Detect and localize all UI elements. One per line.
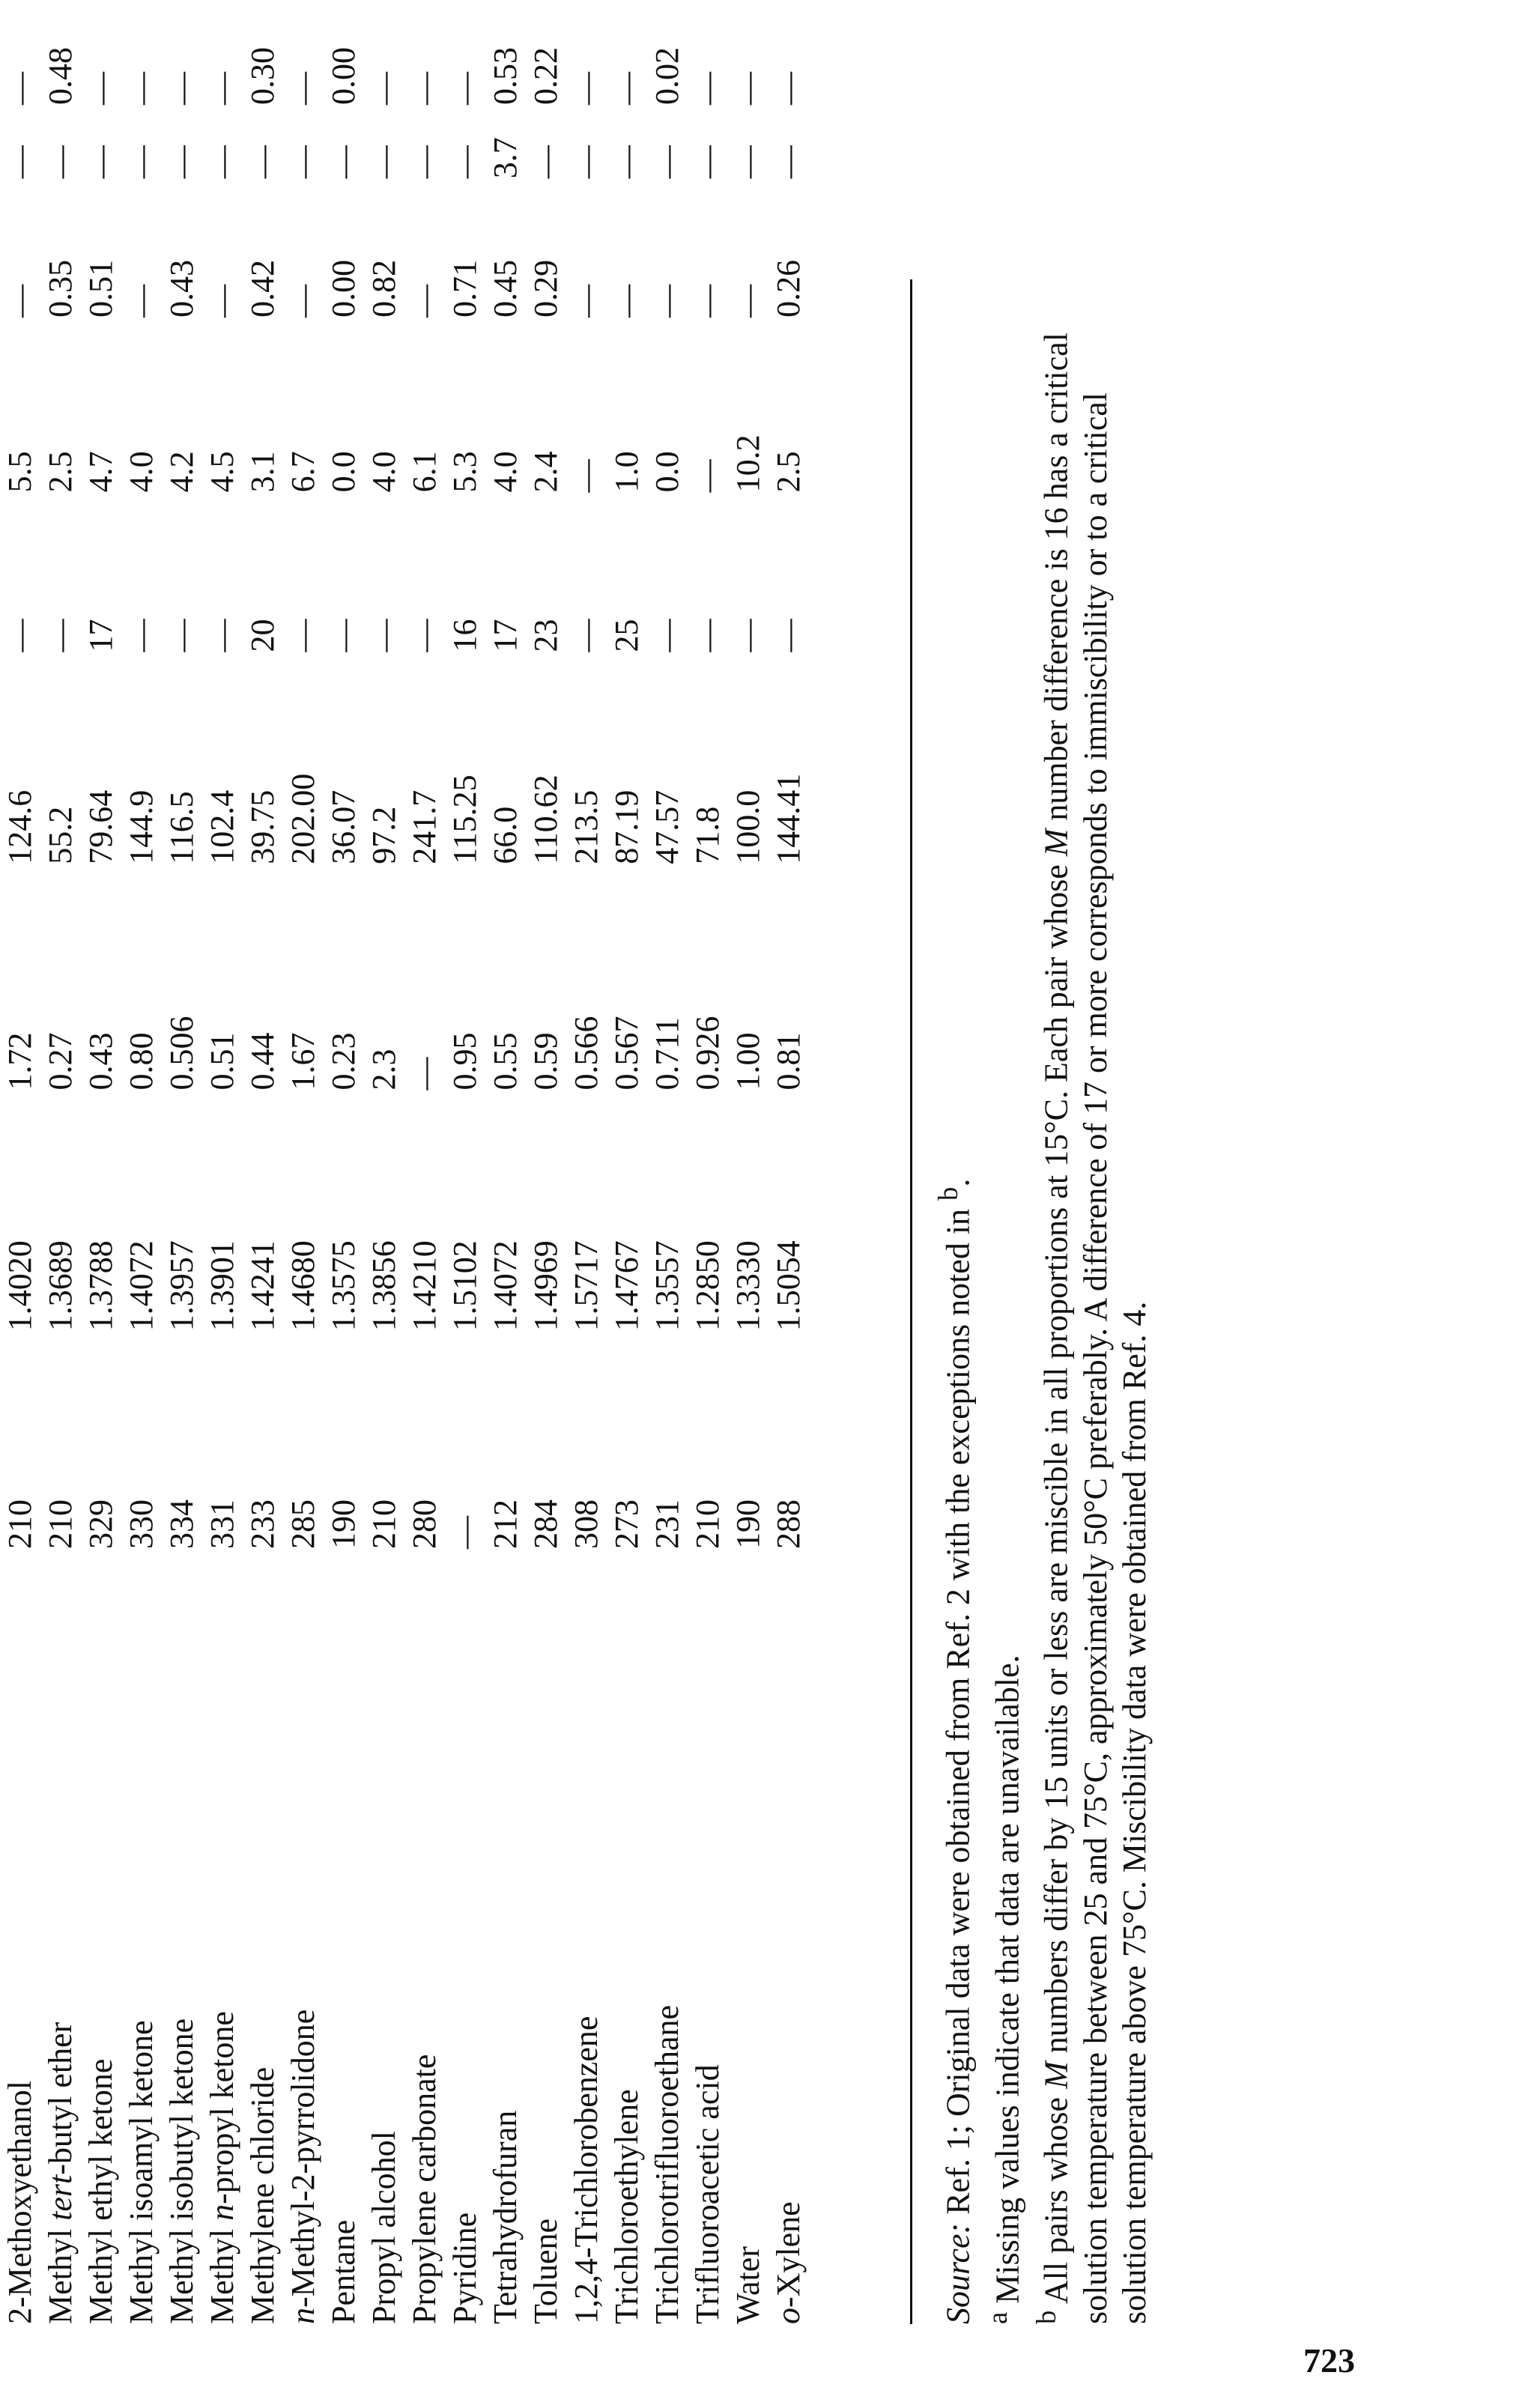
- table-cell: 100.0: [730, 789, 766, 864]
- table-cell: —: [285, 284, 321, 318]
- table-cell: —: [649, 619, 685, 652]
- source-sup: b: [933, 1186, 963, 1201]
- footnote-b-mark: b: [1031, 2310, 1062, 2324]
- table-cell: —: [568, 459, 604, 493]
- table-cell: —: [325, 145, 362, 179]
- table-cell: —: [1, 619, 38, 652]
- table-cell: 0.22: [527, 47, 564, 105]
- table-cell: 1.4020: [1, 1240, 38, 1332]
- table-cell: 17: [82, 619, 119, 652]
- table-cell: 97.2: [366, 806, 402, 864]
- table-cell: 110.62: [527, 774, 564, 864]
- table-cell: —: [123, 145, 160, 179]
- table-cell: —: [163, 72, 200, 105]
- table-cell: 0.35: [42, 259, 79, 318]
- table-footnotes: [929, 279, 1154, 2324]
- table-cell: —: [608, 145, 645, 179]
- table-cell: 25: [608, 619, 645, 652]
- table-row: [566, 47, 607, 2324]
- table-cell: 1.4210: [406, 1240, 443, 1332]
- table-cell: 288: [770, 1499, 807, 1549]
- solvent-name-suffix: Methyl isoamyl ketone: [123, 2020, 160, 2324]
- table-cell: 210: [689, 1499, 726, 1549]
- table-body: [0, 47, 809, 2324]
- table-cell: 1.4072: [487, 1240, 524, 1332]
- table-cell: —: [689, 284, 726, 318]
- table-cell: 102.4: [204, 789, 240, 864]
- table-cell: —: [730, 619, 766, 652]
- table-cell: —: [568, 619, 604, 652]
- table-cell: 1.3957: [163, 1240, 200, 1332]
- table-cell: —: [568, 72, 604, 105]
- table-cell: —: [608, 284, 645, 318]
- table-cell: 16: [446, 619, 483, 652]
- solvent-name-suffix: Methylene chloride: [244, 2066, 281, 2324]
- table-row: [81, 47, 121, 2324]
- solvent-name-cell: [243, 1549, 283, 2324]
- table-cell: 0.27: [42, 1032, 79, 1091]
- table-cell: —: [366, 72, 402, 105]
- solvent-name-cell: [283, 1549, 324, 2324]
- table-cell: 20: [244, 619, 281, 652]
- table-cell: 4.0: [487, 451, 524, 493]
- page-number: 723: [1303, 2341, 1355, 2380]
- table-row: [728, 47, 768, 2324]
- table-cell: 0.44: [244, 1032, 281, 1091]
- table-cell: —: [406, 1057, 443, 1091]
- table-cell: —: [446, 72, 483, 105]
- table-cell: 280: [406, 1499, 443, 1549]
- solvent-name-suffix: Toluene: [527, 2218, 564, 2324]
- table-cell: 212: [487, 1499, 524, 1549]
- solvent-name-cell: [485, 1549, 526, 2324]
- table-cell: 2.3: [366, 1049, 402, 1091]
- table-cell: 4.2: [163, 451, 200, 493]
- solvent-name-suffix: Propyl alcohol: [366, 2131, 402, 2324]
- table-cell: 0.926: [689, 1016, 726, 1091]
- table-cell: 334: [163, 1499, 200, 1549]
- table-cell: —: [770, 72, 807, 105]
- table-cell: 190: [325, 1499, 362, 1549]
- table-cell: 210: [42, 1499, 79, 1549]
- table-cell: —: [770, 145, 807, 179]
- table-cell: —: [730, 284, 766, 318]
- table-cell: 1.0: [608, 451, 645, 493]
- table-cell: 4.5: [204, 451, 240, 493]
- table-cell: 1.4241: [244, 1240, 281, 1332]
- table-cell: —: [568, 145, 604, 179]
- footnote-b-text-1: All pairs whose: [1037, 2088, 1075, 2311]
- table-cell: —: [204, 619, 240, 652]
- table-cell: —: [285, 619, 321, 652]
- table-cell: —: [204, 284, 240, 318]
- table-cell: 0.43: [82, 1032, 119, 1091]
- solvent-name-suffix: 1,2,4-Trichlorobenzene: [568, 2016, 604, 2324]
- table-cell: 285: [285, 1499, 321, 1549]
- table-cell: —: [649, 145, 685, 179]
- table-cell: 144.41: [770, 773, 807, 864]
- table-cell: 39.75: [244, 789, 281, 864]
- solvent-name-suffix: Propylene carbonate: [406, 2054, 443, 2324]
- table-cell: —: [1, 284, 38, 318]
- footnote-b-m1: M: [1037, 2061, 1075, 2089]
- table-cell: 0.566: [568, 1016, 604, 1091]
- table-cell: 23: [527, 619, 564, 652]
- table-cell: 0.02: [649, 47, 685, 105]
- table-cell: 115.25: [446, 774, 483, 864]
- table-cell: 233: [244, 1499, 281, 1549]
- solvent-name-cell: [40, 1549, 81, 2324]
- table-cell: 1.5717: [568, 1240, 604, 1332]
- solvent-name-suffix: Pyridine: [446, 2212, 483, 2324]
- table-cell: 5.3: [446, 451, 483, 493]
- footnote-b-text-2: numbers differ by 15 units or less are miscible in all proportions at 15°C. Each pair whose: [1037, 856, 1075, 2062]
- table-row: [324, 47, 364, 2324]
- table-cell: 231: [649, 1499, 685, 1549]
- solvent-name-suffix: 2-Methoxyethanol: [1, 2080, 38, 2324]
- table-cell: 0.0: [649, 451, 685, 493]
- table-cell: 2.5: [770, 451, 807, 493]
- table-cell: 0.53: [487, 47, 524, 105]
- table-cell: 0.51: [82, 259, 119, 318]
- table-cell: 4.0: [123, 451, 160, 493]
- footnote-a-mark: a: [981, 2311, 1013, 2324]
- table-row: [202, 47, 243, 2324]
- table-cell: 3.1: [244, 451, 281, 493]
- table-cell: 213.5: [568, 789, 604, 864]
- solvent-name-suffix: Methyl isobutyl ketone: [163, 2018, 200, 2324]
- table-cell: 0.30: [244, 47, 281, 105]
- table-cell: —: [82, 145, 119, 179]
- table-cell: 1.67: [285, 1032, 321, 1091]
- table-cell: 0.51: [204, 1032, 240, 1091]
- table-row: [445, 47, 485, 2324]
- table-cell: 0.59: [527, 1032, 564, 1091]
- solvent-name-suffix: -Methyl-2-pyrrolidone: [285, 2009, 321, 2308]
- solvent-name-cell: [0, 1549, 40, 2324]
- table-cell: —: [446, 1515, 483, 1549]
- table-cell: 0.42: [244, 259, 281, 318]
- table-cell: 0.95: [446, 1032, 483, 1091]
- table-cell: —: [689, 619, 726, 652]
- table-cell: 0.45: [487, 259, 524, 318]
- table-cell: 1.3856: [366, 1240, 402, 1332]
- solvent-name-italic: n: [204, 2204, 240, 2221]
- solvent-name-cell: [728, 1549, 768, 2324]
- solvent-name-suffix: -propyl ketone: [204, 2011, 240, 2204]
- table-cell: 0.711: [649, 1017, 685, 1091]
- solvent-name-cell: [162, 1549, 202, 2324]
- solvent-name-suffix: -butyl ether: [42, 2022, 79, 2175]
- solvent-name-prefix: Methyl: [204, 2220, 240, 2324]
- solvent-name-italic: tert: [42, 2174, 79, 2221]
- footnote-b-m2: M: [1037, 828, 1075, 857]
- solvent-name-suffix: Trichloroethylene: [608, 2089, 645, 2324]
- table-cell: —: [649, 284, 685, 318]
- table-cell: —: [689, 72, 726, 105]
- table-cell: —: [285, 72, 321, 105]
- table-cell: 0.43: [163, 259, 200, 318]
- table-cell: 1.3689: [42, 1240, 79, 1332]
- table-cell: 36.07: [325, 789, 362, 864]
- table-cell: 1.4767: [608, 1240, 645, 1332]
- table-cell: —: [123, 619, 160, 652]
- table-cell: 5.5: [1, 451, 38, 493]
- table-cell: —: [730, 145, 766, 179]
- table-cell: —: [204, 72, 240, 105]
- table-cell: 116.5: [163, 791, 200, 864]
- table-cell: 329: [82, 1499, 119, 1549]
- table-row: [162, 47, 202, 2324]
- table-cell: 0.29: [527, 259, 564, 318]
- table-row: [0, 47, 40, 2324]
- table-cell: 210: [366, 1499, 402, 1549]
- table-cell: 330: [123, 1499, 160, 1549]
- table-cell: 87.19: [608, 789, 645, 864]
- source-label: Source:: [939, 2222, 977, 2324]
- table-cell: 0.26: [770, 259, 807, 318]
- source-note: [929, 279, 978, 2324]
- table-cell: —: [406, 284, 443, 318]
- table-cell: —: [1, 72, 38, 105]
- table-cell: 4.7: [82, 451, 119, 493]
- solvent-name-cell: [607, 1549, 647, 2324]
- table-cell: 0.80: [123, 1032, 160, 1091]
- table-cell: 1.3575: [325, 1240, 362, 1332]
- table-cell: —: [123, 72, 160, 105]
- table-row: [647, 47, 688, 2324]
- solvent-name-suffix: Trifluoroacetic acid: [689, 2064, 726, 2324]
- table-row: [243, 47, 283, 2324]
- table-cell: 273: [608, 1499, 645, 1549]
- table-cell: 17: [487, 619, 524, 652]
- table-cell: 1.4680: [285, 1240, 321, 1332]
- table-cell: 4.0: [366, 451, 402, 493]
- table-row: [607, 47, 647, 2324]
- solvent-name-italic: o: [770, 2308, 807, 2324]
- solvent-name-cell: [324, 1549, 364, 2324]
- table-bottom-rule: [910, 279, 912, 2324]
- table-cell: —: [770, 619, 807, 652]
- table-cell: 6.7: [285, 451, 321, 493]
- solvent-name-cell: [202, 1549, 243, 2324]
- table-cell: 71.8: [689, 806, 726, 864]
- table-cell: —: [527, 145, 564, 179]
- table-cell: 0.0: [325, 451, 362, 493]
- solvent-name-cell: [768, 1549, 809, 2324]
- table-cell: —: [163, 145, 200, 179]
- table-row: [283, 47, 324, 2324]
- table-cell: 0.00: [325, 47, 362, 105]
- table-cell: 0.00: [325, 259, 362, 318]
- solvent-name-suffix: Water: [730, 2246, 766, 2324]
- table-cell: 1.5054: [770, 1240, 807, 1332]
- table-cell: 1.4969: [527, 1240, 564, 1332]
- table-cell: —: [244, 145, 281, 179]
- solvent-name-cell: [688, 1549, 728, 2324]
- table-cell: —: [568, 284, 604, 318]
- table-cell: 79.64: [82, 789, 119, 864]
- solvent-name-cell: [647, 1549, 688, 2324]
- table-cell: 210: [1, 1499, 38, 1549]
- table-cell: 3.7: [487, 137, 524, 179]
- table-cell: 0.81: [770, 1032, 807, 1091]
- table-cell: 1.3788: [82, 1240, 119, 1332]
- table-cell: 284: [527, 1499, 564, 1549]
- table-cell: —: [285, 145, 321, 179]
- table-cell: 6.1: [406, 451, 443, 493]
- solvent-name-cell: [526, 1549, 566, 2324]
- table-cell: 331: [204, 1499, 240, 1549]
- table-cell: —: [730, 72, 766, 105]
- table-cell: 47.57: [649, 789, 685, 864]
- table-row: [526, 47, 566, 2324]
- solvent-name-suffix: Tetrahydrofuran: [487, 2110, 524, 2324]
- table-cell: —: [42, 145, 79, 179]
- table-cell: —: [406, 619, 443, 652]
- table-cell: —: [325, 619, 362, 652]
- table-cell: 0.55: [487, 1032, 524, 1091]
- solvent-name-cell: [566, 1549, 607, 2324]
- table-cell: 144.9: [123, 789, 160, 864]
- table-cell: —: [406, 145, 443, 179]
- table-cell: —: [366, 619, 402, 652]
- table-row: [404, 47, 445, 2324]
- solvent-name-cell: [445, 1549, 485, 2324]
- solvent-name-suffix: Pentane: [325, 2219, 362, 2324]
- table-cell: 0.82: [366, 259, 402, 318]
- solvent-name-cell: [121, 1549, 162, 2324]
- solvent-name-cell: [81, 1549, 121, 2324]
- table-cell: —: [689, 459, 726, 493]
- table-row: [121, 47, 162, 2324]
- table-row: [768, 47, 809, 2324]
- solvent-name-italic: n: [285, 2308, 321, 2324]
- solvent-properties-table: [0, 47, 809, 2324]
- footnote-b-text-3: number difference is 16 has a critical solution temperature between 25 and 75°C, approximately 50°C preferably. A difference of 17 or more corresponds to immiscibility or to a critical solution temperature above 75°C. Miscibility data were obtained from Ref. 4.: [1037, 333, 1153, 2324]
- footnote-a: [978, 279, 1028, 2324]
- table-cell: 0.567: [608, 1016, 645, 1091]
- table-cell: —: [1, 145, 38, 179]
- table-cell: —: [446, 145, 483, 179]
- table-cell: 241.7: [406, 789, 443, 864]
- table-cell: 1.4072: [123, 1240, 160, 1332]
- table-cell: —: [608, 72, 645, 105]
- rotated-content: [0, 47, 1153, 2324]
- table-cell: 2.4: [527, 451, 564, 493]
- table-cell: 10.2: [730, 434, 766, 493]
- footnote-a-text: Missing values indicate that data are unavailable.: [989, 1655, 1026, 2312]
- table-cell: 1.5102: [446, 1240, 483, 1332]
- table-row: [485, 47, 526, 2324]
- table-row: [364, 47, 404, 2324]
- solvent-name-suffix: -Xylene: [770, 2201, 807, 2308]
- table-cell: —: [82, 72, 119, 105]
- table-cell: 124.6: [1, 789, 38, 864]
- table-cell: 1.00: [730, 1032, 766, 1091]
- table-cell: —: [204, 145, 240, 179]
- table-cell: 1.3901: [204, 1240, 240, 1332]
- table-cell: 0.48: [42, 47, 79, 105]
- table-cell: —: [406, 72, 443, 105]
- table-cell: —: [366, 145, 402, 179]
- source-end: .: [939, 1178, 977, 1187]
- table-cell: 55.2: [42, 806, 79, 864]
- table-cell: 308: [568, 1499, 604, 1549]
- table-cell: 202.00: [285, 773, 321, 864]
- table-cell: 1.2850: [689, 1240, 726, 1332]
- table-cell: 2.5: [42, 451, 79, 493]
- footnote-b: [1027, 279, 1154, 2324]
- table-cell: —: [163, 619, 200, 652]
- solvent-name-suffix: Trichlorotrifluoroethane: [649, 2004, 685, 2324]
- source-text: Ref. 1; Original data were obtained from Ref. 2 with the exceptions noted in: [939, 1200, 977, 2223]
- table-cell: 0.23: [325, 1032, 362, 1091]
- table-cell: —: [689, 145, 726, 179]
- table-cell: 0.506: [163, 1016, 200, 1091]
- table-cell: 66.0: [487, 806, 524, 864]
- table-row: [688, 47, 728, 2324]
- table-row: [40, 47, 81, 2324]
- table-cell: 190: [730, 1499, 766, 1549]
- solvent-name-cell: [404, 1549, 445, 2324]
- table-cell: —: [42, 619, 79, 652]
- solvent-name-cell: [364, 1549, 404, 2324]
- table-cell: 1.3330: [730, 1240, 766, 1332]
- table-cell: 1.3557: [649, 1240, 685, 1332]
- solvent-name-prefix: Methyl: [42, 2220, 79, 2324]
- table-cell: 1.72: [1, 1032, 38, 1091]
- table-cell: 0.71: [446, 259, 483, 318]
- table-cell: —: [123, 284, 160, 318]
- solvent-name-suffix: Methyl ethyl ketone: [82, 2058, 119, 2324]
